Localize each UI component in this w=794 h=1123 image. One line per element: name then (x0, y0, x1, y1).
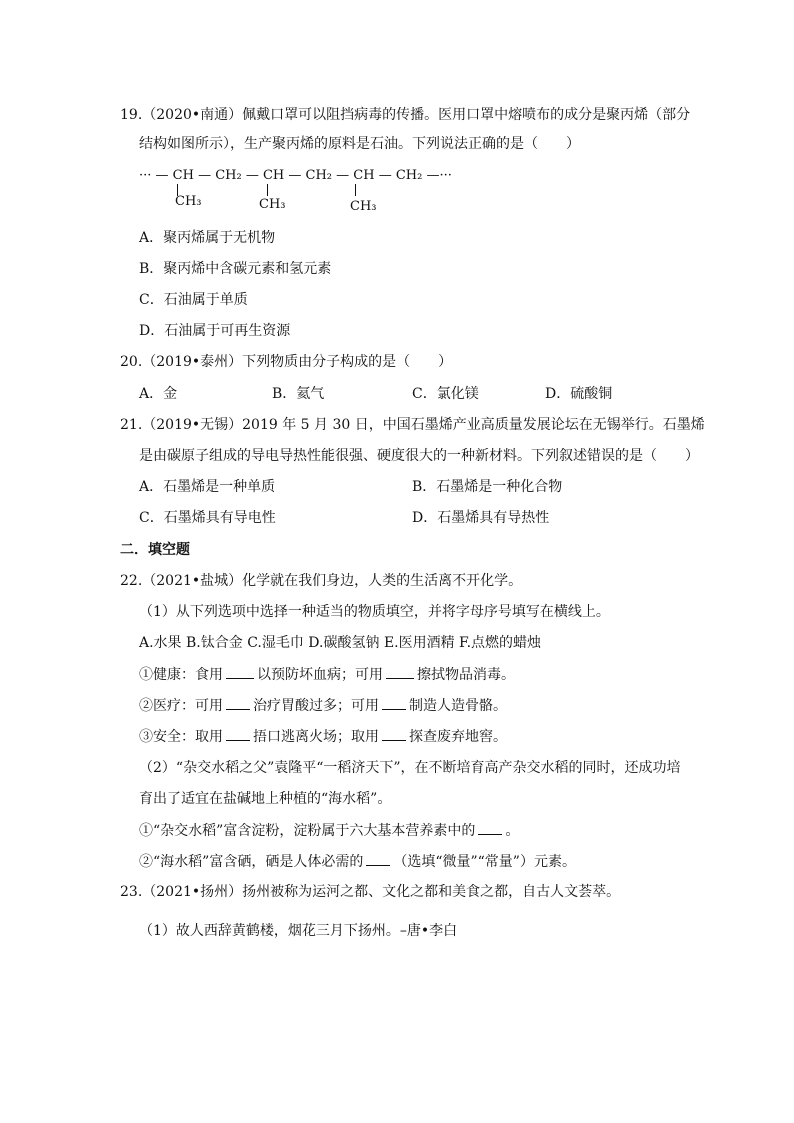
q22-sub2 (139, 851, 576, 872)
q22-row-safety (139, 726, 507, 747)
q22-part2-line1: （2）“杂交水稻之父”袁隆平“一稻济天下”，在不断培育高产杂交水稻的同时，还成功培 (139, 760, 681, 776)
q21-option-c: C．石墨烯具有导电性 (139, 510, 276, 526)
structure-bond-2 (267, 184, 268, 196)
q23-part1: （1）故人西辞黄鹤楼，烟花三月下扬州。–唐•李白 (139, 923, 458, 939)
structure-methyl-1: CH₃ (175, 194, 202, 209)
row-health-label: ①健康：食用 (139, 667, 223, 683)
q21-option-d: D．石墨烯具有导热性 (412, 510, 550, 526)
structure-main-chain: ··· — CH — CH₂ — CH — CH₂ — CH — CH₂ —··· (139, 168, 452, 183)
q19-option-a: A．聚丙烯属于无机物 (139, 230, 276, 246)
row-health-end: 擦拭物品消毒。 (417, 667, 515, 683)
structure-methyl-2: CH₃ (259, 197, 286, 212)
row-safety-mid: 捂口逃离火场；取用 (253, 729, 379, 745)
sub2-text: ②“海水稻”富含硒，硒是人体必需的 (139, 854, 364, 870)
q22-row-health (139, 664, 515, 685)
answer-blank-6[interactable] (382, 726, 406, 741)
q19-stem-line2: 结构如图所示），生产聚丙烯的原料是石油。下列说法正确的是（ ） (139, 136, 580, 152)
row-safety-end: 探查废弃地窖。 (409, 729, 507, 745)
q21-option-b: B．石墨烯是一种化合物 (412, 479, 563, 495)
q20-option-a: A．金 (139, 386, 178, 402)
answer-blank-3[interactable] (226, 695, 250, 710)
q20-option-d: D．硫酸铜 (545, 386, 613, 402)
row-medical-end: 制造人造骨骼。 (409, 698, 507, 714)
q21-stem-line2: 是由碳原子组成的导电导热性能很强、硬度很大的一种新材料。下列叙述错误的是（ ） (139, 448, 699, 464)
q20-stem: 20.（2019•泰州）下列物质由分子构成的是（ ） (120, 354, 453, 370)
q21-stem-line1: 21.（2019•无锡）2019 年 5 月 30 日，中国石墨烯产业高质量发展论坛在无锡举行。石墨烯 (120, 417, 705, 433)
q20-option-b: B．氦气 (272, 386, 325, 402)
q23-stem: 23.（2021•扬州）扬州被称为运河之都、文化之都和美食之都，自古人文荟萃。 (120, 884, 621, 900)
q22-choices: A.水果 B.钛合金 C.湿毛巾 D.碳酸氢钠 E.医用酒精 F.点燃的蜡烛 (139, 635, 542, 651)
q22-sub1 (139, 820, 519, 841)
answer-blank-2[interactable] (386, 664, 414, 679)
answer-blank-4[interactable] (382, 695, 406, 710)
row-medical-mid: 治疗胃酸过多；可用 (253, 698, 379, 714)
row-safety-label: ③安全：取用 (139, 729, 223, 745)
answer-blank-1[interactable] (226, 664, 254, 679)
q19-option-d: D．石油属于可再生资源 (139, 323, 291, 339)
answer-blank-5[interactable] (226, 726, 250, 741)
section-heading-fill-in: 二．填空题 (120, 542, 190, 558)
sub2-end: （选填“微量”“常量”）元素。 (393, 854, 576, 870)
q22-part2-line2: 育出了适宜在盐碱地上种植的“海水稻”。 (139, 791, 392, 807)
q19-option-b: B．聚丙烯中含碳元素和氢元素 (139, 261, 332, 277)
structure-methyl-3: CH₃ (350, 199, 377, 214)
q22-part1-instruction: （1）从下列选项中选择一种适当的物质填空，并将字母序号填写在横线上。 (139, 604, 610, 620)
q21-option-a: A．石墨烯是一种单质 (139, 479, 276, 495)
q20-option-c: C．氯化镁 (412, 386, 479, 402)
q22-row-medical (139, 695, 507, 716)
q19-option-c: C．石油属于单质 (139, 292, 248, 308)
q19-stem-line1: 19.（2020•南通）佩戴口罩可以阻挡病毒的传播。医用口罩中熔喷布的成分是聚丙烯（部分 (120, 107, 691, 123)
answer-blank-8[interactable] (366, 851, 390, 866)
q22-stem: 22.（2021•盐城）化学就在我们身边，人类的生活离不开化学。 (120, 573, 523, 589)
row-medical-label: ②医疗：可用 (139, 698, 223, 714)
row-health-mid: 以预防坏血病；可用 (257, 667, 383, 683)
sub1-text: ①“杂交水稻”富含淀粉，淀粉属于六大基本营养素中的 (139, 823, 476, 839)
polypropylene-structure (139, 164, 479, 220)
answer-blank-7[interactable] (478, 820, 502, 835)
sub1-end: 。 (505, 823, 520, 839)
structure-bond-3 (355, 184, 356, 196)
